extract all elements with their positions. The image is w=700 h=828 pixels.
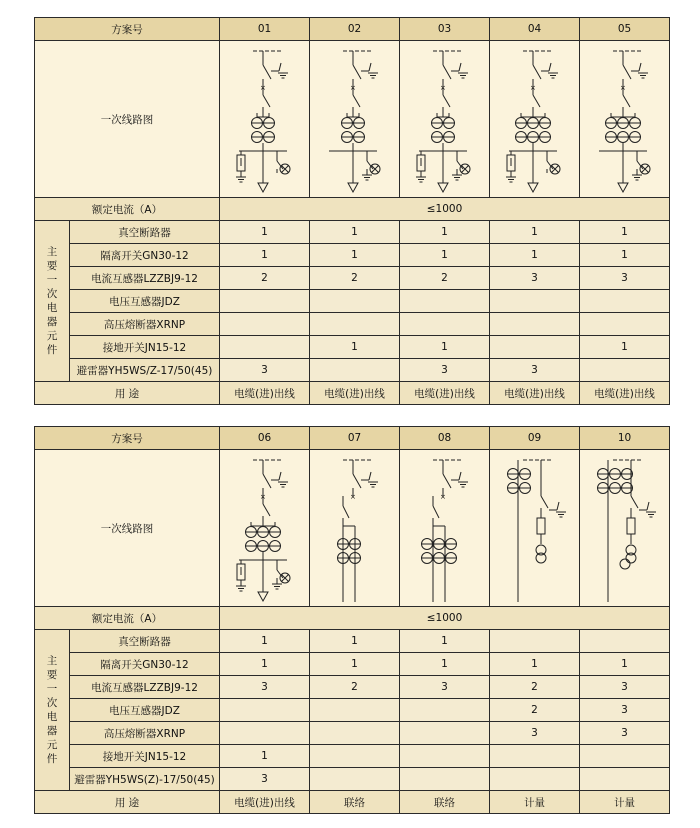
component-name: 避雷器YH5WS/Z-17/50(45) — [70, 359, 220, 382]
scheme-table-2 — [34, 426, 670, 814]
circuit-diagram — [400, 41, 490, 198]
component-quantity: 1 — [220, 244, 310, 267]
component-quantity — [310, 768, 400, 791]
single-line-diagram — [493, 43, 577, 195]
main-components-label — [35, 221, 70, 382]
component-quantity — [400, 313, 490, 336]
component-quantity: 1 — [580, 221, 670, 244]
component-quantity — [490, 336, 580, 359]
usage-value: 电缆(进)出线 — [310, 382, 400, 405]
component-quantity: 1 — [310, 653, 400, 676]
scheme-number: 08 — [400, 427, 490, 450]
component-quantity — [220, 313, 310, 336]
usage-value: 电缆(进)出线 — [220, 382, 310, 405]
single-line-diagram — [403, 43, 487, 195]
circuit-diagram — [220, 450, 310, 607]
component-quantity: 1 — [220, 221, 310, 244]
component-quantity: 1 — [220, 745, 310, 768]
component-quantity: 1 — [490, 221, 580, 244]
component-quantity: 2 — [310, 676, 400, 699]
component-quantity: 1 — [400, 630, 490, 653]
component-quantity — [490, 290, 580, 313]
single-line-diagram — [223, 452, 307, 604]
component-quantity: 1 — [310, 244, 400, 267]
component-quantity — [580, 745, 670, 768]
component-quantity: 3 — [490, 722, 580, 745]
component-quantity — [220, 699, 310, 722]
usage-value: 电缆(进)出线 — [490, 382, 580, 405]
component-quantity: 3 — [220, 359, 310, 382]
component-quantity — [580, 313, 670, 336]
scheme-number: 04 — [490, 18, 580, 41]
circuit-diagram — [220, 41, 310, 198]
usage-value: 电缆(进)出线 — [220, 791, 310, 814]
component-quantity — [220, 290, 310, 313]
circuit-diagram — [580, 450, 670, 607]
single-line-diagram — [583, 43, 667, 195]
component-quantity — [400, 290, 490, 313]
side-label-char: 器 — [46, 725, 58, 737]
single-line-diagram — [583, 452, 667, 604]
scheme-number: 01 — [220, 18, 310, 41]
component-quantity — [580, 359, 670, 382]
scheme-number: 05 — [580, 18, 670, 41]
circuit-diagram — [310, 41, 400, 198]
svg-text:×: × — [439, 84, 446, 92]
main-components-label — [35, 630, 70, 791]
usage-value: 计量 — [490, 791, 580, 814]
component-name: 接地开关JN15-12 — [70, 336, 220, 359]
rated-current-label: 额定电流（A） — [35, 198, 220, 221]
component-quantity: 3 — [490, 267, 580, 290]
component-quantity — [310, 722, 400, 745]
component-quantity: 3 — [580, 676, 670, 699]
side-label-char: 元 — [46, 739, 58, 751]
component-quantity — [490, 745, 580, 768]
component-quantity: 2 — [490, 676, 580, 699]
side-label-char: 主 — [46, 655, 58, 667]
rated-current-label: 额定电流（A） — [35, 607, 220, 630]
component-name: 电流互感器LZZBJ9-12 — [70, 676, 220, 699]
side-label-char: 次 — [46, 288, 58, 300]
component-quantity: 1 — [310, 630, 400, 653]
component-quantity — [580, 630, 670, 653]
scheme-number: 09 — [490, 427, 580, 450]
component-name: 高压熔断器XRNP — [70, 722, 220, 745]
component-name: 高压熔断器XRNP — [70, 313, 220, 336]
component-quantity — [490, 313, 580, 336]
component-quantity: 1 — [310, 336, 400, 359]
component-quantity: 3 — [400, 676, 490, 699]
component-quantity: 3 — [400, 359, 490, 382]
component-quantity — [490, 768, 580, 791]
svg-text:×: × — [259, 493, 266, 501]
svg-text:×: × — [619, 84, 626, 92]
circuit-diagram — [580, 41, 670, 198]
scheme-number: 03 — [400, 18, 490, 41]
usage-value: 计量 — [580, 791, 670, 814]
single-line-diagram — [313, 452, 397, 604]
component-quantity: 1 — [490, 653, 580, 676]
component-name: 避雷器YH5WS(Z)-17/50(45) — [70, 768, 220, 791]
svg-text:×: × — [349, 493, 356, 501]
single-line-diagram — [223, 43, 307, 195]
component-name: 电压互感器JDZ — [70, 699, 220, 722]
component-quantity: 1 — [490, 244, 580, 267]
component-quantity: 1 — [220, 630, 310, 653]
svg-text:×: × — [259, 84, 266, 92]
side-label-char: 一 — [46, 683, 58, 695]
component-quantity: 1 — [400, 244, 490, 267]
component-quantity — [400, 699, 490, 722]
side-label-char: 主 — [46, 246, 58, 258]
component-quantity — [490, 630, 580, 653]
component-name: 电压互感器JDZ — [70, 290, 220, 313]
component-quantity: 1 — [400, 653, 490, 676]
component-quantity: 2 — [400, 267, 490, 290]
component-name: 真空断路器 — [70, 221, 220, 244]
component-quantity — [310, 745, 400, 768]
diagram-label: 一次线路图 — [35, 450, 220, 607]
component-quantity: 3 — [580, 699, 670, 722]
component-name: 隔离开关GN30-12 — [70, 653, 220, 676]
rated-current-value: ≤1000 — [220, 198, 670, 221]
scheme-table-1 — [34, 17, 670, 405]
side-label-char: 一 — [46, 274, 58, 286]
svg-text:×: × — [349, 84, 356, 92]
single-line-diagram — [313, 43, 397, 195]
single-line-diagram — [403, 452, 487, 604]
side-label-char: 件 — [46, 344, 58, 356]
component-quantity: 2 — [490, 699, 580, 722]
component-quantity: 2 — [310, 267, 400, 290]
side-label-char: 器 — [46, 316, 58, 328]
component-quantity: 1 — [220, 653, 310, 676]
component-quantity — [310, 359, 400, 382]
component-quantity: 3 — [490, 359, 580, 382]
svg-text:×: × — [439, 493, 446, 501]
component-quantity — [310, 290, 400, 313]
usage-value: 联络 — [310, 791, 400, 814]
component-quantity: 1 — [580, 336, 670, 359]
usage-value: 电缆(进)出线 — [400, 382, 490, 405]
usage-label: 用 途 — [35, 382, 220, 405]
rated-current-value: ≤1000 — [220, 607, 670, 630]
circuit-diagram — [490, 41, 580, 198]
scheme-header-label: 方案号 — [35, 18, 220, 41]
component-quantity — [310, 313, 400, 336]
component-name: 真空断路器 — [70, 630, 220, 653]
scheme-number: 10 — [580, 427, 670, 450]
component-name: 隔离开关GN30-12 — [70, 244, 220, 267]
component-quantity: 3 — [580, 267, 670, 290]
svg-text:×: × — [529, 84, 536, 92]
component-quantity — [400, 745, 490, 768]
component-quantity — [310, 699, 400, 722]
component-quantity — [580, 768, 670, 791]
component-quantity — [220, 336, 310, 359]
component-quantity: 1 — [580, 653, 670, 676]
scheme-header-label: 方案号 — [35, 427, 220, 450]
usage-value: 电缆(进)出线 — [580, 382, 670, 405]
component-name: 电流互感器LZZBJ9-12 — [70, 267, 220, 290]
component-quantity: 3 — [580, 722, 670, 745]
single-line-diagram — [493, 452, 577, 604]
component-quantity — [400, 768, 490, 791]
scheme-number: 07 — [310, 427, 400, 450]
side-label-char: 要 — [46, 260, 58, 272]
component-quantity: 1 — [400, 336, 490, 359]
usage-value: 联络 — [400, 791, 490, 814]
circuit-diagram — [400, 450, 490, 607]
component-quantity: 1 — [580, 244, 670, 267]
circuit-diagram — [310, 450, 400, 607]
component-quantity: 2 — [220, 267, 310, 290]
diagram-label: 一次线路图 — [35, 41, 220, 198]
component-quantity: 1 — [400, 221, 490, 244]
side-label-char: 要 — [46, 669, 58, 681]
side-label-char: 元 — [46, 330, 58, 342]
component-quantity — [220, 722, 310, 745]
circuit-diagram — [490, 450, 580, 607]
scheme-number: 06 — [220, 427, 310, 450]
side-label-char: 件 — [46, 753, 58, 765]
side-label-char: 次 — [46, 697, 58, 709]
component-quantity — [400, 722, 490, 745]
side-label-char: 电 — [46, 711, 58, 723]
component-quantity — [580, 290, 670, 313]
component-name: 接地开关JN15-12 — [70, 745, 220, 768]
component-quantity: 3 — [220, 676, 310, 699]
component-quantity: 1 — [310, 221, 400, 244]
component-quantity: 3 — [220, 768, 310, 791]
side-label-char: 电 — [46, 302, 58, 314]
usage-label: 用 途 — [35, 791, 220, 814]
scheme-number: 02 — [310, 18, 400, 41]
